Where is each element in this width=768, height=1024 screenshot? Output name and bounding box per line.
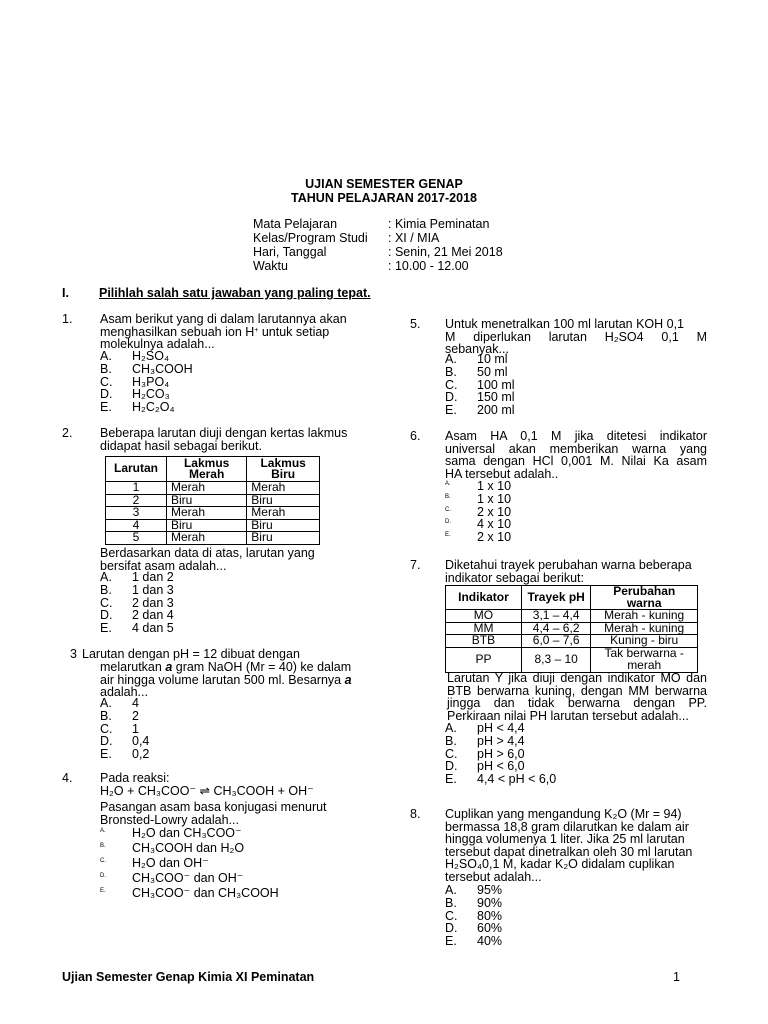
question-text: molekulnya adalah... [100,337,215,352]
question-number: 6. [410,429,421,443]
question-number: 5. [410,317,421,331]
meta-class [253,231,553,245]
question-text: universal akan memberikan warna yang [445,441,707,456]
table-header: Perubahan warna [591,586,698,610]
question-text: H₂SO₄0,1 M, kadar K₂O didalam cuplikan [445,857,675,872]
table-header: Larutan [106,457,167,482]
question-number: 8. [410,807,421,821]
table-header: Lakmus Merah [167,457,247,482]
question-text: indikator sebagai berikut: [445,570,584,585]
question-text: sebanyak... [445,342,509,357]
meta-label: Mata Pelajaran [253,217,338,231]
indicator-table [445,585,698,673]
meta-subject [253,217,553,231]
question-number: 3 [70,647,77,661]
question-text: Asam HA 0,1 M jika ditetesi indikator [445,429,707,443]
question-text: M diperlukan larutan H₂SO4 0,1 M [445,329,707,344]
meta-value: : XI / MIA [388,231,440,245]
table-row: 1 Merah Merah [106,482,320,495]
question-text: Pasangan asam basa konjugasi menurut [100,800,327,815]
meta-time [253,259,553,273]
question-number: 4. [62,771,73,785]
question-text: Beberapa larutan diuji dengan kertas lakmus [100,426,348,440]
exam-title: UJIAN SEMESTER GENAP [305,177,463,191]
table-row: 2 Biru Biru [106,494,320,507]
question-number: 1. [62,312,73,326]
question-text: tersebut adalah... [445,869,542,884]
question-text: hingga volumenya 1 liter. Jika 25 ml larutan [445,832,685,847]
meta-value: : Senin, 21 Mei 2018 [388,245,503,259]
question-text: Diketahui trayek perubahan warna beberapa [445,558,692,572]
meta-label: Kelas/Program Studi [253,231,368,245]
question-text: didapat hasil sebagai berikut. [100,438,262,453]
question-text: Asam berikut yang di dalam larutannya akan [100,312,347,326]
table-row: 3 Merah Merah [106,507,320,520]
table-row: MO 3,1 – 4,4 Merah - kuning [446,610,698,623]
question-text: Cuplikan yang mengandung K₂O (Mr = 94) [445,807,682,821]
section-title: Pilihlah salah satu jawaban yang paling tepat. [99,286,371,300]
table-row: PP 8,3 – 10 Tak berwarna - merah [446,647,698,672]
meta-label: Waktu [253,259,288,273]
reaction-equation: H₂O + CH₃COO⁻ ⇌ CH₃COOH + OH⁻ [100,783,314,798]
q2-followup: Berdasarkan data di atas, larutan yang bersifat asam adalah... [100,546,315,573]
meta-value: : 10.00 - 12.00 [388,259,469,273]
table-row: 5 Merah Biru [106,532,320,545]
question-text: sama dengan HCl 0,001 M. Nilai Ka asam [445,454,707,469]
table-header: Indikator [446,586,522,610]
question-text: bermassa 18,8 gram dilarutkan ke dalam air [445,819,689,834]
question-number: 7. [410,558,421,572]
q7-followup: Larutan Y jika diuji dengan indikator MO dan BTB berwarna kuning, dengan MM berwarna jingga dan tidak berwarna dengan PP. Perkiraan nilai PH larutan tersebut adalah... [447,671,707,723]
meta-label: Hari, Tanggal [253,245,327,259]
footer-text: Ujian Semester Genap Kimia XI Peminatan [62,970,315,984]
table-row: 4 Biru Biru [106,519,320,532]
question-3-cont: melarutkan a gram NaOH (Mr = 40) ke dalam air hingga volume larutan 500 ml. Besarnya a adalah... [100,660,352,700]
table-row: MM 4,4 – 6,2 Merah - kuning [446,622,698,635]
question-text: Untuk menetralkan 100 ml larutan KOH 0,1 [445,317,685,331]
section-number: I. [62,286,69,300]
question-text: tersebut dapat dinetralkan oleh 30 ml larutan [445,844,693,859]
question-text: HA tersebut adalah.. [445,466,559,481]
meta-value: : Kimia Peminatan [388,217,490,231]
litmus-table [105,456,320,545]
exam-year: TAHUN PELAJARAN 2017-2018 [291,191,477,205]
table-header: Lakmus Biru [247,457,320,482]
question-number: 2. [62,426,73,440]
question-text: Pada reaksi: [100,771,170,785]
page-number: 1 [673,970,680,984]
table-header: Trayek pH [521,586,590,610]
question-text: Larutan dengan pH = 12 dibuat dengan [82,647,300,661]
question-text: menghasilkan sebuah ion H+ untuk setiap [100,324,330,339]
meta-date [253,245,553,259]
question-text: Bronsted-Lowry adalah... [100,812,239,827]
table-row: BTB 6,0 – 7,6 Kuning - biru [446,635,698,648]
